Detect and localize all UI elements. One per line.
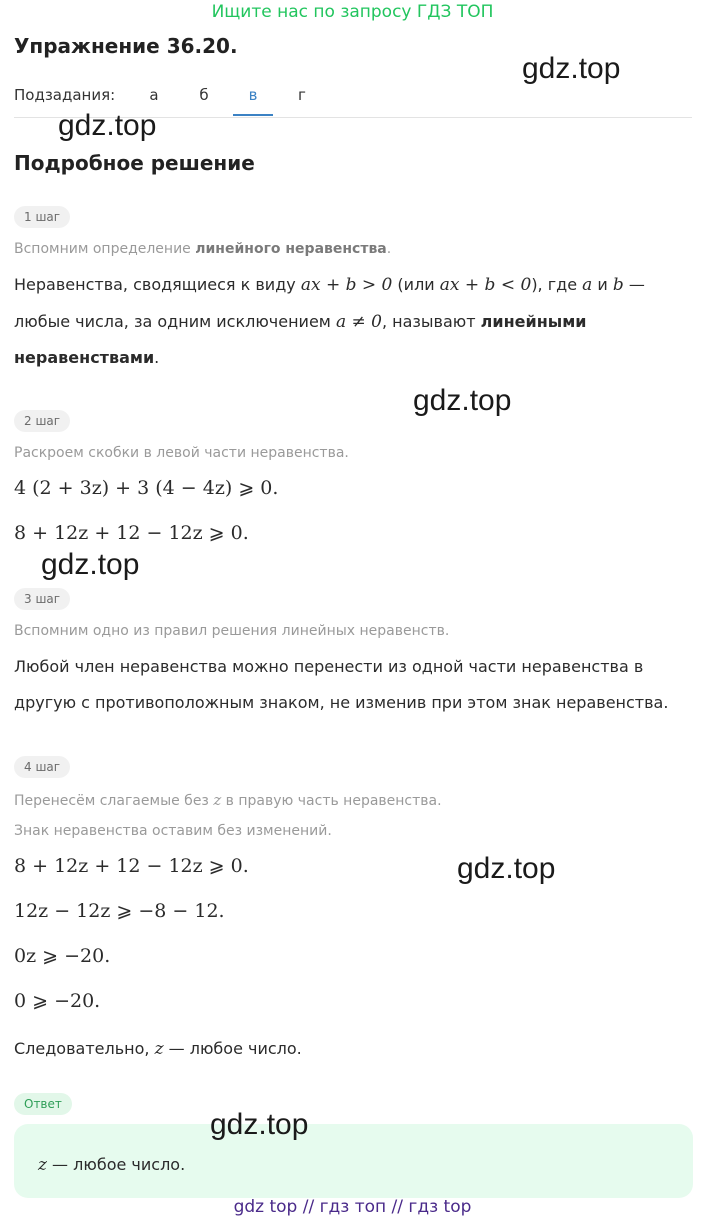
step-badge: 1 шаг bbox=[14, 206, 70, 228]
step-badge: 3 шаг bbox=[14, 588, 70, 610]
definition-line-3: неравенствами. bbox=[14, 348, 160, 367]
step-hint: Раскроем скобки в левой части неравенства. bbox=[14, 445, 349, 461]
watermark: gdz.top bbox=[58, 109, 157, 142]
watermark: gdz.top bbox=[457, 852, 556, 885]
top-banner[interactable]: Ищите нас по запросу ГДЗ ТОП bbox=[211, 2, 494, 22]
definition-line-2: любые числа, за одним исключением a ≠ 0, называют линейными bbox=[14, 312, 587, 332]
answer-text: z — любое число. bbox=[38, 1155, 186, 1175]
tab-v[interactable]: в bbox=[233, 86, 273, 116]
equation: 4 (2 + 3z) + 3 (4 − 4z) ⩾ 0. bbox=[14, 477, 279, 499]
rule-line-1: Любой член неравенства можно перенести из одной части неравенства в bbox=[14, 657, 644, 676]
step-badge: 2 шаг bbox=[14, 410, 70, 432]
step-hint: Вспомним одно из правил решения линейных неравенств. bbox=[14, 623, 450, 639]
tab-g[interactable]: г bbox=[298, 86, 306, 104]
watermark: gdz.top bbox=[210, 1108, 309, 1141]
step-hint: Перенесём слагаемые без z в правую часть неравенства. bbox=[14, 791, 442, 809]
tab-b[interactable]: б bbox=[199, 86, 209, 104]
step-hint: Вспомним определение линейного неравенства. bbox=[14, 241, 392, 257]
answer-badge: Ответ bbox=[14, 1093, 72, 1115]
page-title: Упражнение 36.20. bbox=[14, 34, 238, 58]
definition-line-1: Неравенства, сводящиеся к виду ax + b > 0 (или ax + b < 0), где a и b — bbox=[14, 275, 645, 295]
rule-line-2: другую с противоположным знаком, не изменив при этом знак неравенства. bbox=[14, 693, 669, 712]
subtasks-label: Подзадания: bbox=[14, 86, 116, 104]
step-badge: 4 шаг bbox=[14, 756, 70, 778]
step-hint: Знак неравенства оставим без изменений. bbox=[14, 823, 332, 839]
watermark: gdz.top bbox=[522, 52, 621, 85]
equation: 0 ⩾ −20. bbox=[14, 990, 101, 1012]
section-title: Подробное решение bbox=[14, 151, 255, 175]
tab-a[interactable]: а bbox=[149, 86, 159, 104]
footer-links[interactable]: gdz top // гдз топ // гдз top bbox=[233, 1197, 472, 1217]
watermark: gdz.top bbox=[41, 548, 140, 581]
equation: 8 + 12z + 12 − 12z ⩾ 0. bbox=[14, 855, 249, 877]
equation: 0z ⩾ −20. bbox=[14, 945, 111, 967]
conclusion: Следовательно, z — любое число. bbox=[14, 1039, 302, 1059]
watermark: gdz.top bbox=[413, 384, 512, 417]
equation: 8 + 12z + 12 − 12z ⩾ 0. bbox=[14, 522, 249, 544]
equation: 12z − 12z ⩾ −8 − 12. bbox=[14, 900, 225, 922]
